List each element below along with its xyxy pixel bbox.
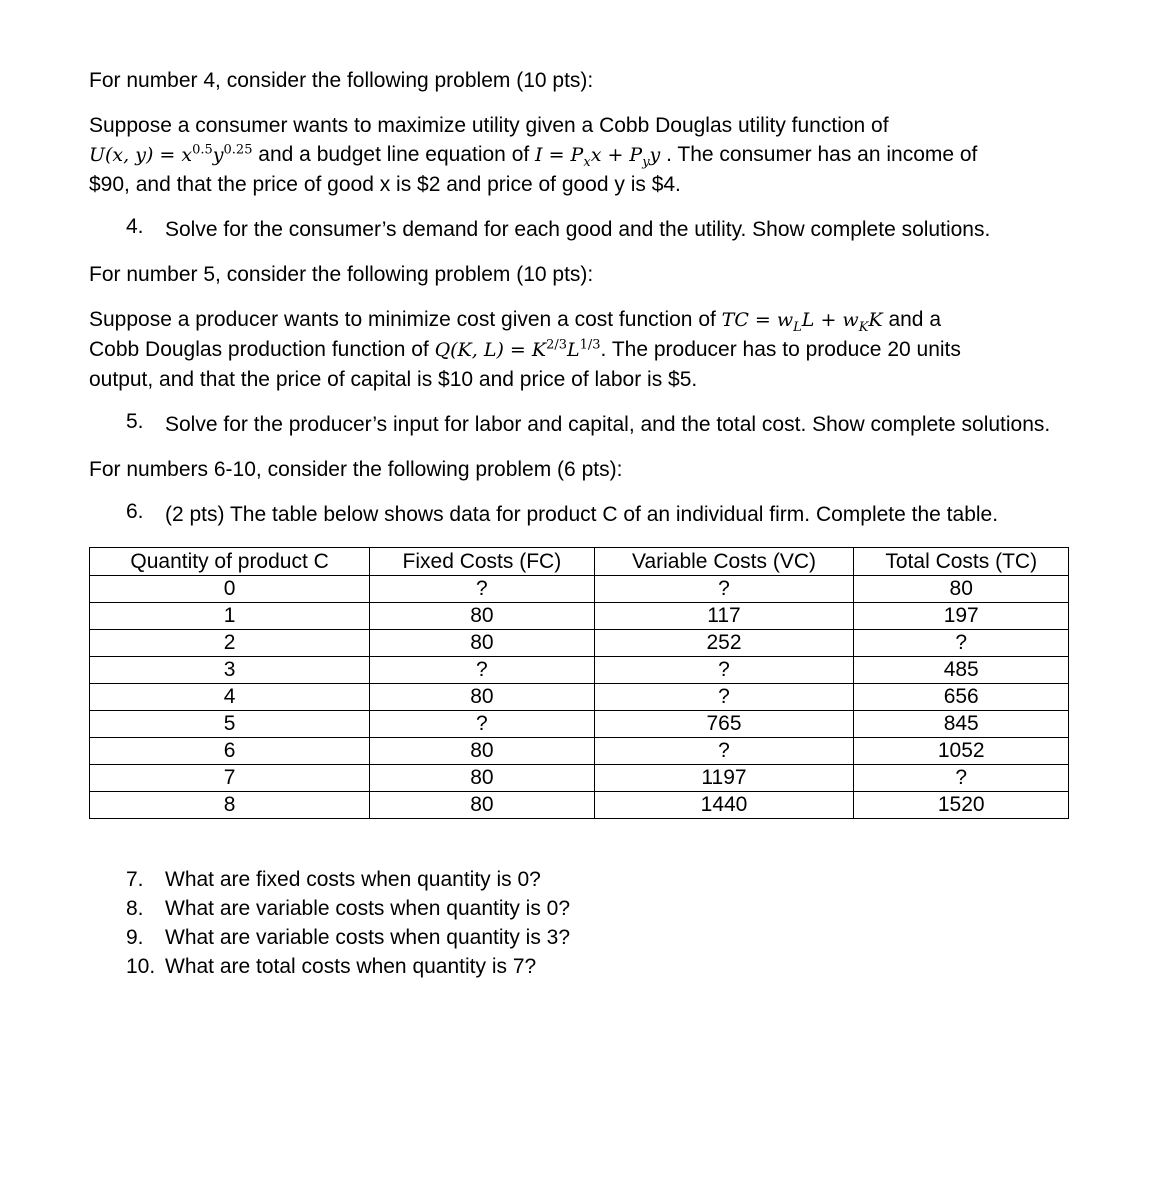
table-cell: 80 — [370, 792, 594, 819]
section5-problem — [89, 305, 1079, 394]
table-cell: 0 — [90, 576, 370, 603]
question-number: 4. — [126, 215, 144, 238]
table-row — [90, 603, 1069, 630]
section5-line1: Suppose a producer wants to minimize cost given a cost function of TC = $w_LL + w_KK$ and a — [89, 308, 941, 335]
question-5 — [126, 410, 1079, 439]
table-cell: 1440 — [594, 792, 854, 819]
utility-function: U(x, $y) = x^{0.5}y^{0.25}$ — [89, 142, 253, 166]
table-row — [90, 711, 1069, 738]
question-number: 6. — [126, 500, 144, 523]
header-total-costs: Total Costs (TC) — [854, 548, 1069, 576]
list-item: 9. What are variable costs when quantity is 3? — [126, 926, 571, 949]
section4-line1: Suppose a consumer wants to maximize utility given a Cobb Douglas utility function of — [89, 114, 889, 137]
section4-intro: For number 4, consider the following problem (10 pts): — [89, 69, 594, 92]
table-cell: 80 — [370, 765, 594, 792]
section5-line2: Cobb Douglas production function of Q(K, $L) = K^{2/3}L^{1/3}$. The producer has to produce 20 units — [89, 337, 961, 361]
section5-line3: output, and that the price of capital is $10 and price of labor is $5. — [89, 368, 698, 391]
question-text: Solve for the consumer’s demand for each good and the utility. Show complete solutions. — [165, 218, 991, 241]
table-row — [90, 738, 1069, 765]
table-cell: ? — [594, 576, 854, 603]
section5-intro: For number 5, consider the following problem (10 pts): — [89, 263, 594, 286]
table-cell: 117 — [594, 603, 854, 630]
table-cell: 197 — [854, 603, 1069, 630]
header-variable-costs: Variable Costs (VC) — [594, 548, 854, 576]
document-page — [89, 66, 1079, 981]
question-4 — [126, 215, 1079, 244]
table-cell: 1197 — [594, 765, 854, 792]
table-cell: 80 — [854, 576, 1069, 603]
table-cell: 80 — [370, 684, 594, 711]
table-row — [90, 630, 1069, 657]
list-item: 8. What are variable costs when quantity is 0? — [126, 897, 571, 920]
question-text: (2 pts) The table below shows data for product C of an individual firm. Complete the table. — [165, 503, 999, 526]
table-cell: 7 — [90, 765, 370, 792]
table-row — [90, 792, 1069, 819]
table-row — [90, 657, 1069, 684]
table-cell: ? — [370, 576, 594, 603]
table-cell: 8 — [90, 792, 370, 819]
table-cell: ? — [370, 657, 594, 684]
list-item: 7. What are fixed costs when quantity is 0? — [126, 868, 541, 891]
section4-line3: $90, and that the price of good x is $2 and price of good y is $4. — [89, 173, 681, 196]
table-cell: 80 — [370, 738, 594, 765]
header-fixed-costs: Fixed Costs (FC) — [370, 548, 594, 576]
table-cell: 845 — [854, 711, 1069, 738]
cost-function: TC = $w_LL + w_KK$ — [721, 309, 883, 335]
table-row — [90, 576, 1069, 603]
section4-problem — [89, 111, 1079, 199]
table-cell: ? — [594, 684, 854, 711]
question-6 — [126, 500, 1079, 529]
question-text: Solve for the producer’s input for labor and capital, and the total cost. Show complete solutions. — [165, 413, 1051, 436]
production-function: Q(K, $L) = K^{2/3}L^{1/3}$ — [434, 337, 601, 361]
section4-line2: U(x, $y) = x^{0.5}y^{0.25}$ and a budget line equation of $I = P_xx + P_yy$ . The consumer has an income of — [89, 142, 978, 170]
table-cell: 4 — [90, 684, 370, 711]
header-quantity: Quantity of product C — [90, 548, 370, 576]
question-list — [126, 865, 1079, 981]
table-row — [90, 765, 1069, 792]
question-number: 5. — [126, 410, 144, 433]
table-cell: 6 — [90, 738, 370, 765]
cost-table — [89, 547, 1069, 819]
table-cell: 1520 — [854, 792, 1069, 819]
list-item: 10. What are total costs when quantity is 7? — [126, 955, 537, 978]
table-cell: ? — [854, 630, 1069, 657]
budget-equation: $I = P_xx + P_yy$ — [535, 144, 661, 170]
table-row — [90, 684, 1069, 711]
table-cell: 80 — [370, 603, 594, 630]
table-cell: 2 — [90, 630, 370, 657]
table-cell: 485 — [854, 657, 1069, 684]
table-cell: 1052 — [854, 738, 1069, 765]
table-cell: ? — [370, 711, 594, 738]
table-cell: ? — [594, 738, 854, 765]
table-cell: 80 — [370, 630, 594, 657]
table-header-row — [90, 548, 1069, 576]
table-cell: 5 — [90, 711, 370, 738]
table-cell: 656 — [854, 684, 1069, 711]
table-cell: 765 — [594, 711, 854, 738]
table-cell: ? — [594, 657, 854, 684]
table-cell: 252 — [594, 630, 854, 657]
section6-intro: For numbers 6-10, consider the following problem (6 pts): — [89, 458, 623, 481]
table-cell: 1 — [90, 603, 370, 630]
table-cell: 3 — [90, 657, 370, 684]
table-cell: ? — [854, 765, 1069, 792]
